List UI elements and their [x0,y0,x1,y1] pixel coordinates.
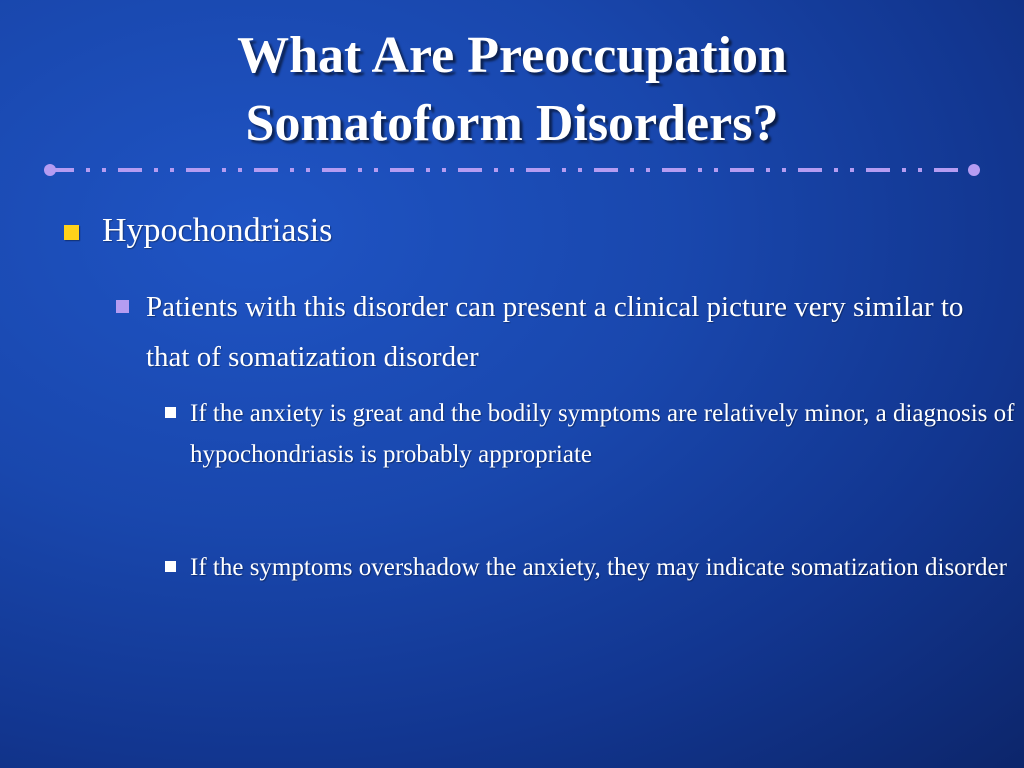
bullet-level3-first-text: If the anxiety is great and the bodily symptoms are relatively minor, a diagnosis of hypochondriasis is probably appropriate [190,400,1015,468]
slide-title-line-1: What Are Preoccupation [237,27,787,84]
bullet-level3-second-text: If the symptoms overshadow the anxiety, they may indicate somatization disorder [190,554,1007,581]
bullet-level3-second [165,547,1015,588]
square-bullet-icon [165,407,176,418]
title-divider [44,160,980,180]
bullet-level3-first [165,393,1015,475]
square-bullet-icon [64,225,79,240]
slide-title [0,22,1024,158]
square-bullet-icon [165,561,176,572]
bullet-level2-text: Patients with this disorder can present a clinical picture very similar to that of somatization disorder [146,291,964,373]
bullet-level1 [64,209,964,253]
slide-title-line-2: Somatoform Disorders? [245,95,779,152]
bullet-level1-text: Hypochondriasis [102,212,333,249]
square-bullet-icon [116,300,129,313]
bullet-level2 [116,282,996,382]
